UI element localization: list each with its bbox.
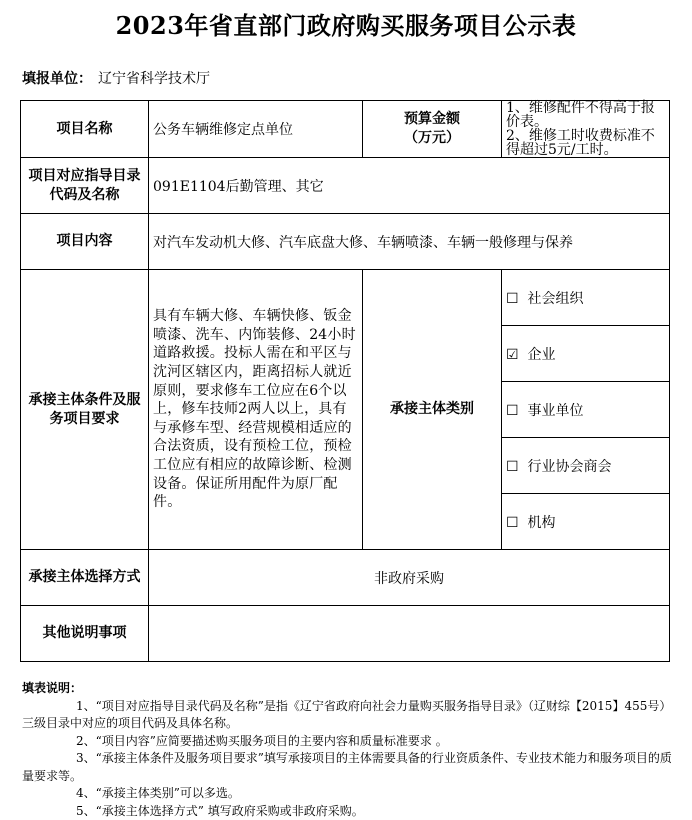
type-option-industry-association[interactable] bbox=[502, 438, 670, 494]
checkbox-icon: ☐ bbox=[506, 515, 519, 531]
type-option-agency[interactable] bbox=[502, 494, 670, 550]
project-table bbox=[20, 100, 670, 662]
guide-code-label: 项目对应指导目录代码及名称 bbox=[21, 158, 149, 214]
guide-code-value: 091E1104后勤管理、其它 bbox=[149, 158, 670, 214]
checkbox-icon: ☐ bbox=[506, 403, 519, 419]
type-option-public-institution[interactable] bbox=[502, 382, 670, 438]
type-option-label: 社会组织 bbox=[527, 291, 583, 307]
other-value bbox=[149, 606, 670, 662]
checkbox-icon: ☐ bbox=[506, 459, 519, 475]
page-title: 2023年省直部门政府购买服务项目公示表 bbox=[0, 6, 692, 41]
instruction-1: 1、“项目对应指导目录代码及名称”是指《辽宁省政府向社会力量购买服务指导目录》（辽财综【2015】455号）三级目录中对应的项目代码及具体名称。 bbox=[22, 698, 672, 733]
project-name-label: 项目名称 bbox=[21, 101, 149, 158]
content-value: 对汽车发动机大修、汽车底盘大修、车辆喷漆、车辆一般修理与保养 bbox=[149, 214, 670, 270]
selection-label: 承接主体选择方式 bbox=[21, 550, 149, 606]
type-option-label: 机构 bbox=[527, 515, 555, 531]
type-label: 承接主体类别 bbox=[363, 270, 502, 550]
budget-label bbox=[363, 101, 502, 158]
type-option-label: 事业单位 bbox=[527, 403, 583, 419]
instruction-2: 2、“项目内容”应简要描述购买服务项目的主要内容和质量标准要求 。 bbox=[22, 733, 672, 751]
reporting-unit bbox=[22, 68, 210, 88]
other-label: 其他说明事项 bbox=[21, 606, 149, 662]
conditions-value: 具有车辆大修、车辆快修、钣金喷漆、洗车、内饰装修、24小时道路救援。投标人需在和平区与沈河区辖区内，距离招标人就近原则，要求修车工位应在6个以上，修车技师2两人以上，具有与承修车型、经营规模相适应的合法资质，设有预检工位，预检工位应有相应的故障诊断、检测设备。保证所用配件为原厂配件。 bbox=[149, 270, 363, 550]
type-option-enterprise[interactable] bbox=[502, 326, 670, 382]
budget-note-1: 1、维修配件不得高于报价表。 bbox=[506, 101, 665, 129]
checkbox-icon: ☐ bbox=[506, 291, 519, 307]
type-option-label: 企业 bbox=[527, 347, 555, 363]
instruction-4: 4、“承接主体类别”可以多选。 bbox=[22, 785, 672, 803]
budget-label-line1: 预算金额 bbox=[367, 110, 497, 129]
instructions-heading: 填表说明： bbox=[22, 680, 672, 698]
budget-note-2: 2、维修工时收费标准不得超过5元/工时。 bbox=[506, 129, 665, 157]
content-label: 项目内容 bbox=[21, 214, 149, 270]
budget-note bbox=[502, 101, 670, 158]
filling-instructions bbox=[22, 680, 672, 820]
conditions-label: 承接主体条件及服务项目要求 bbox=[21, 270, 149, 550]
instruction-5: 5、“承接主体选择方式” 填写政府采购或非政府采购。 bbox=[22, 803, 672, 820]
project-name-value: 公务车辆维修定点单位 bbox=[149, 101, 363, 158]
checked-box-icon: ☑ bbox=[506, 347, 519, 363]
budget-label-line2: （万元） bbox=[367, 129, 497, 148]
type-option-social-org[interactable] bbox=[502, 270, 670, 326]
reporting-unit-value: 辽宁省科学技术厅 bbox=[98, 71, 210, 87]
instruction-3: 3、“承接主体条件及服务项目要求”填写承接项目的主体需要具备的行业资质条件、专业技术能力和服务项目的质量要求等。 bbox=[22, 750, 672, 785]
selection-value: 非政府采购 bbox=[149, 550, 670, 606]
type-option-label: 行业协会商会 bbox=[527, 459, 611, 475]
reporting-unit-label: 填报单位： bbox=[22, 71, 92, 87]
